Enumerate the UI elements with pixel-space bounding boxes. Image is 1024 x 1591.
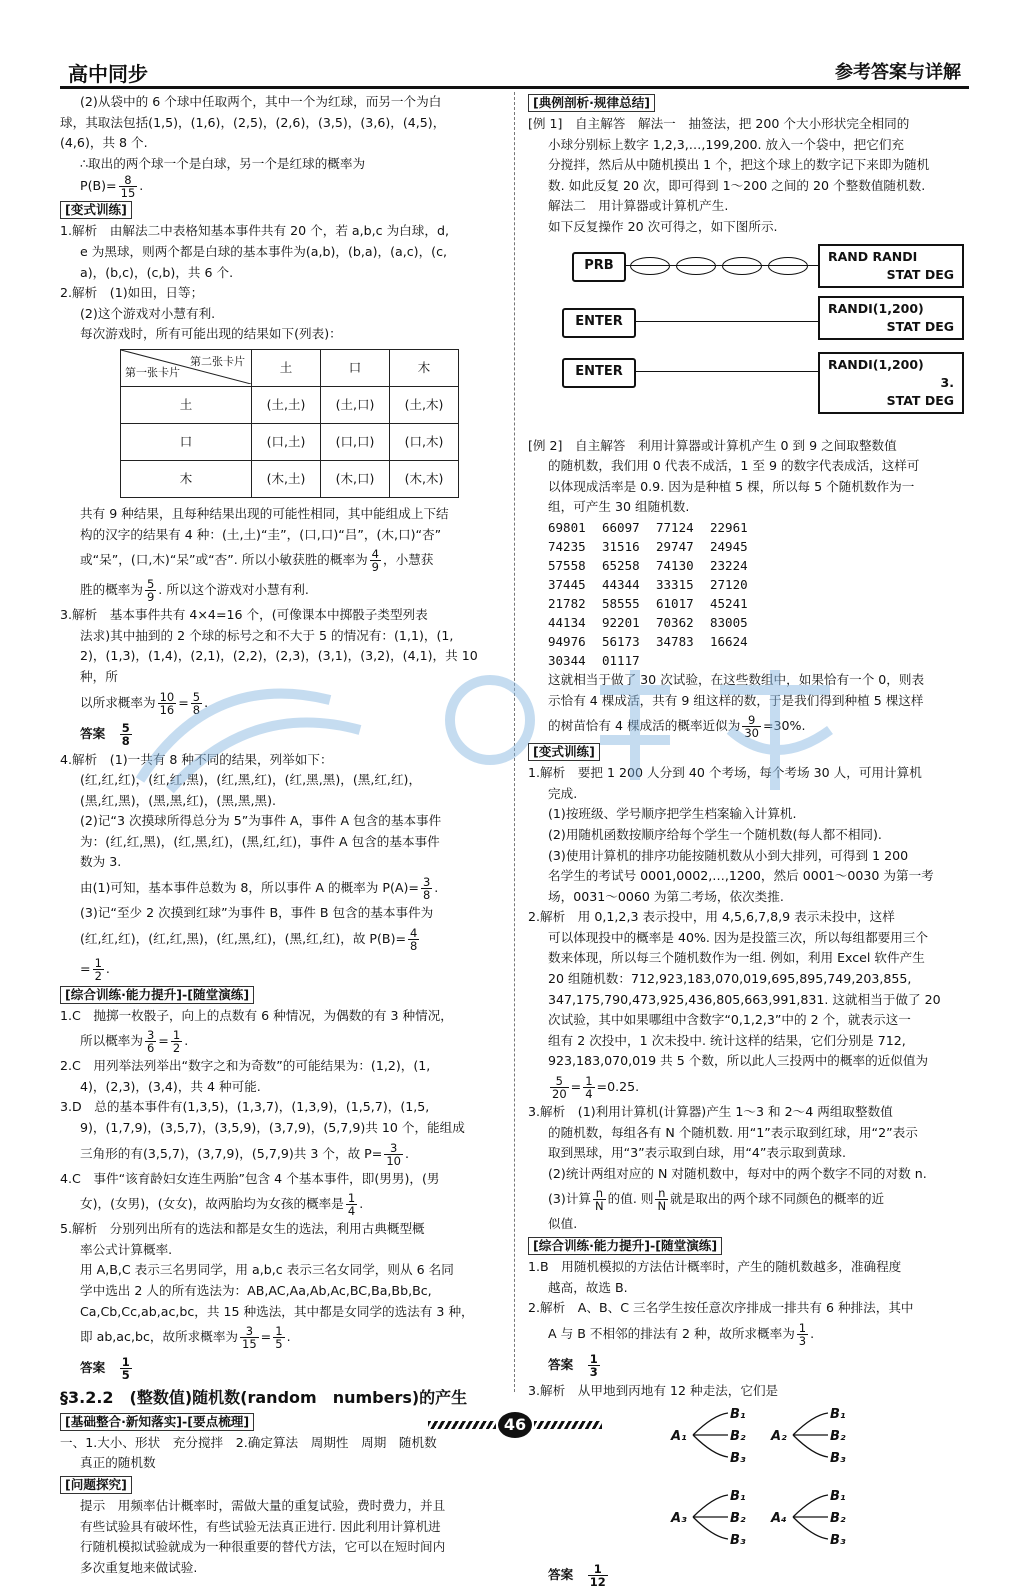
text-line: 取到黑球，用“3”表示取到白球，用“4”表示取到黄球. <box>548 1145 847 1161</box>
text-line: 的随机数，我们用 0 代表不成活，1 至 9 的数字代表成活，这样可 <box>548 458 920 474</box>
flow-arrow <box>634 321 818 322</box>
formula-line: $\frac{5}{20}$ = $\frac{1}{4}$ =0.25. <box>552 1074 640 1102</box>
section-tag: [问题探究] <box>60 1476 132 1494</box>
text-line: 1.解析 要把 1 200 人分到 40 个考场，每个考场 30 人，可用计算机 <box>528 765 922 781</box>
text-line: (2)从袋中的 6 个球中任取两个，其中一个为红球，而另一个为白 <box>80 94 442 109</box>
text-line: (红,红,红)，(红,红,黑)，(红,黑,红)，(红,黑,黑)，(黑,红,红)， <box>80 772 422 788</box>
text-line: 行随机模拟试验就成为一种很重要的替代方法，它可以在短时间内 <box>80 1539 446 1555</box>
text-line: (2)这个游戏对小慧有利. <box>80 305 216 321</box>
text-line: 1.C 抛掷一枚骰子，向上的点数有 6 种情况，为偶数的有 3 种情况， <box>60 1007 453 1023</box>
text-line: 4.C 事件“该育龄妇女连生两胎”包含 4 个基本事件，即(男男)，(男 <box>60 1170 440 1186</box>
text-line: 数. 如此反复 20 次，即可得到 1～200 之间的 20 个整数值随机数. <box>548 177 926 193</box>
right-column <box>528 92 968 1591</box>
text-line: 用 A,B,C 表示三名男同学，用 a,b,c 表示三名女同学，则从 6 名同 <box>80 1262 454 1278</box>
section-tag: [变式训练] <box>60 201 132 219</box>
text-line: 数为 3. <box>80 854 122 870</box>
node-b3: B₃ <box>830 1451 846 1467</box>
table-row-header: 土 <box>121 386 252 423</box>
text-line: 1.B 用随机模拟的方法估计概率时，产生的随机数越多，准确程度 <box>528 1259 902 1274</box>
text-line: 9)，(1,7,9)，(3,5,7)，(3,5,9)，(3,7,9)，(5,7,9)共 10 个，能组成 <box>80 1120 465 1136</box>
text-line: 3.解析 从甲地到丙地有 12 种走法，它们是 <box>528 1382 779 1398</box>
text-line: 3.D 总的基本事件有(1,3,5)，(1,3,7)，(1,3,9)，(1,5,7)，(1,5, <box>60 1099 430 1115</box>
formula-line: (3)计算 $\frac{n}{N}$ 的值. 则 $\frac{n}{N}$ 就是取出的两个球不同颜色的概率的近 <box>548 1186 885 1214</box>
text-line: 4.解析 (1)一共有 8 种不同的结果，列举如下： <box>60 751 333 767</box>
text-line: 可以体现投中的概率是 40%. 因为是投篮三次，所以每组都要用三个 <box>548 929 929 945</box>
text-line: 组，可产生 30 组随机数. <box>548 499 690 515</box>
text-line: 组有 2 次投中，1 次未投中. 统计这样的结果，它们分别是 712, <box>548 1032 906 1048</box>
node-b2: B₂ <box>730 1511 746 1527</box>
key-oval <box>722 257 762 275</box>
formula-line: A 与 B 不相邻的排法有 2 种，故所求概率为 $\frac{1}{3}$ . <box>548 1320 815 1348</box>
number-row: 74235 31516 29747 24945 <box>548 538 748 554</box>
flow-arrow <box>634 371 818 372</box>
text-line: 20 组随机数：712,923,183,070,019,695,895,749,203,855, <box>548 971 912 987</box>
text-line: 923,183,070,019 共 5 个数，所以此人三投两中的概率的近似值为 <box>548 1053 929 1069</box>
number-row: 57558 65258 74130 23224 <box>548 557 748 573</box>
text-line: (黑,红,黑)，(黑,黑,红)，(黑,黑,黑). <box>80 792 277 808</box>
book-title: 高中同步 <box>68 62 148 86</box>
text-line: 如下反复操作 20 次可得之，如下图所示. <box>548 218 778 234</box>
section-tag: [基础整合·新知落实]-[要点梳理] <box>60 1413 254 1431</box>
answer-line: 答案 $\frac{5}{8}$ <box>80 720 130 748</box>
calculator-screen: RAND RANDI STAT DEG <box>818 244 964 288</box>
text-line: 法求)其中抽到的 2 个球的标号之和不大于 5 的情况有：(1,1)，(1, <box>80 627 454 643</box>
text-line: 共有 9 种结果，且每种结果出现的可能性相同，其中能组成上下结 <box>80 505 449 521</box>
formula-line: 三角形的有(3,5,7)，(3,7,9)，(5,7,9)共 3 个，故 P= $\frac{3}{10}$ . <box>80 1140 409 1168</box>
text-line: 名学生的考试号 0001,0002,…,1200，然后 0001～0030 为第一考 <box>548 868 934 884</box>
table-cell: (木,土) <box>252 460 321 497</box>
table-cell: (口,口) <box>321 423 390 460</box>
page-footer <box>420 1412 610 1440</box>
text-line: 多次重复地来做试验. <box>80 1559 198 1575</box>
number-row: 94976 56173 34783 16624 <box>548 633 748 649</box>
table-cell: (土,土) <box>252 386 321 423</box>
text-line: 的随机数，每组各有 N 个随机数. 用“1”表示取到红球，用“2”表示 <box>548 1124 918 1140</box>
formula-line: 的树苗恰有 4 棵成活的概率近似为 $\frac{9}{30}$ =30%. <box>548 713 806 741</box>
formula-line: 胜的概率为 $\frac{5}{9}$ . 所以这个游戏对小慧有利. <box>80 577 309 605</box>
table-cell: (土,木) <box>390 386 459 423</box>
answer-line: 答案 $\frac{1}{12}$ <box>548 1562 606 1590</box>
text-line: 构的汉字的结果有 4 种：(土,土)“圭”，(口,口)“吕”，(木,口)“杏” <box>80 526 442 542</box>
node-a3: A₃ <box>671 1511 687 1527</box>
table-row-header: 口 <box>121 423 252 460</box>
node-b1: B₁ <box>830 1489 846 1505</box>
text-line: Ca,Cb,Cc,ab,ac,bc，共 15 种选法，其中都是女同学的选法有 3 种， <box>80 1303 474 1319</box>
node-a2: A₂ <box>771 1429 787 1445</box>
text-line: 似值. <box>548 1216 578 1232</box>
formula-line: 或“呆”，(口,木)“呆”或“杏”. 所以小敏获胜的概率为 $\frac{4}{9}$ ，小慧获 <box>80 547 434 575</box>
text-line: 2.解析 用 0,1,2,3 表示投中，用 4,5,6,7,8,9 表示未投中，这样 <box>528 909 895 925</box>
left-column <box>60 92 502 1578</box>
node-b2: B₂ <box>730 1429 746 1445</box>
node-a1: A₁ <box>671 1429 687 1445</box>
text-line: 球，其取法包括(1,5)，(1,6)，(2,5)，(2,6)，(3,5)，(3,6)，(4,5)， <box>60 114 446 130</box>
formula-line: 所以概率为 $\frac{3}{6}$ = $\frac{1}{2}$ . <box>80 1028 189 1056</box>
text-line: 3.解析 基本事件共有 4×4=16 个，(可像课本中掷骰子类型列表 <box>60 607 428 623</box>
text-line: 以体现成活率是 0.9. 因为是种植 5 棵，所以每 5 个随机数作为一 <box>548 478 915 494</box>
table-cell: (口,木) <box>390 423 459 460</box>
page-number: 46 <box>498 1412 532 1438</box>
result-table <box>120 349 459 498</box>
formula-line: (红,红,红)，(红,红,黑)，(红,黑,红)，(黑,红,红)，故 P(B)= $\frac{4}{8}$ <box>80 925 418 953</box>
text-line: 越高，故选 B. <box>548 1279 628 1295</box>
text-line: 347,175,790,473,925,436,805,663,991,831. 这就相当于做了 20 <box>548 991 941 1007</box>
table-diagonal-header: 第二张卡片 第一张卡片 <box>121 349 252 386</box>
node-b2: B₂ <box>830 1511 846 1527</box>
text-line: (2)用随机函数按顺序给每个学生一个随机数(每人都不相同). <box>548 826 882 842</box>
formula-line: P(B)= $\frac{8}{15}$ . <box>80 173 144 201</box>
text-line: (3)记“至少 2 次摸到红球”为事件 B，事件 B 包含的基本事件为 <box>80 905 434 921</box>
text-line: 学中选出 2 人的所有选法为：AB,AC,Aa,Ab,Ac,BC,Ba,Bb,Bc, <box>80 1283 432 1298</box>
enter-key: ENTER <box>562 358 636 388</box>
column-divider <box>514 92 515 1392</box>
text-line: 每次游戏时，所有可能出现的结果如下(列表)： <box>80 326 342 342</box>
text-line: 提示 用频率估计概率时，需做大量的重复试验，费时费力，并且 <box>80 1497 446 1513</box>
formula-line: 由(1)可知，基本事件总数为 8，所以事件 A 的概率为 P(A)= $\frac{3}{8}$ . <box>80 875 439 903</box>
footer-ornament-right <box>534 1421 602 1429</box>
section-tag: [综合训练·能力提升]-[随堂演练] <box>60 986 254 1004</box>
calculator-screen: RANDI(1,200) 3. STAT DEG <box>818 352 964 414</box>
table-row-header: 木 <box>121 460 252 497</box>
text-line: 小球分别标上数字 1,2,3,…,199,200. 放入一个袋中，把它们充 <box>548 136 905 152</box>
text-line: (2)统计两组对应的 N 对随机数中，每对中的两个数字不同的对数 n. <box>548 1165 927 1181</box>
random-number-table <box>528 518 968 670</box>
text-line: 3.解析 (1)利用计算机(计算器)产生 1～3 和 2～4 两组取整数值 <box>528 1104 893 1120</box>
enter-key: ENTER <box>562 308 636 338</box>
lesson-heading: §3.2.2 (整数值)随机数(random numbers)的产生 <box>60 1388 468 1408</box>
text-line: 真正的随机数 <box>80 1455 156 1471</box>
text-line: (4,6)，共 8 个. <box>60 135 148 151</box>
answer-line: 答案 $\frac{1}{5}$ <box>80 1355 130 1383</box>
section-title: 参考答案与详解 <box>835 62 961 83</box>
text-line: 场，0031～0060 为第二考场，依次类推. <box>548 888 784 904</box>
table-cell: (木,口) <box>321 460 390 497</box>
formula-line: 即 ab,ac,bc，故所求概率为 $\frac{3}{15}$ = $\frac{1}{5}$ . <box>80 1324 291 1352</box>
text-line: 4)，(2,3)，(3,4)，共 4 种可能. <box>80 1078 261 1094</box>
calculator-screen: RANDI(1,200) STAT DEG <box>818 296 964 340</box>
table-cell: (口,土) <box>252 423 321 460</box>
node-b2: B₂ <box>830 1429 846 1445</box>
text-line: 率公式计算概率. <box>80 1241 173 1257</box>
number-row: 30344 01117 <box>548 652 640 668</box>
answer-line: 答案 $\frac{1}{3}$ <box>548 1351 598 1379</box>
text-line: 数来体现，所以每三个随机数作为一组. 例如，利用 Excel 软件产生 <box>548 950 925 966</box>
table-cell: (土,口) <box>321 386 390 423</box>
text-line: (1)按班级、学号顺序把学生档案输入计算机. <box>548 806 797 822</box>
number-row: 69801 66097 77124 22961 <box>548 519 748 535</box>
node-a4: A₄ <box>771 1511 787 1527</box>
node-b1: B₁ <box>730 1489 746 1505</box>
table-col-header: 木 <box>390 349 459 386</box>
text-line: 解法二 用计算器或计算机产生. <box>548 198 729 214</box>
number-row: 37445 44344 33315 27120 <box>548 576 748 592</box>
text-line: 1.解析 由解法二中表格知基本事件共有 20 个，若 a,b,c 为白球，d, <box>60 223 449 239</box>
text-line: ∴取出的两个球一个是白球，另一个是红球的概率为 <box>80 155 366 171</box>
text-line: [例 2] 自主解答 利用计算器或计算机产生 0 到 9 之间取整数值 <box>528 437 897 453</box>
formula-line: 女)，(女男)，(女女)，故两胎均为女孩的概率是 $\frac{1}{4}$ . <box>80 1191 364 1219</box>
number-row: 21782 58555 61017 45241 <box>548 595 748 611</box>
node-b1: B₁ <box>730 1407 746 1423</box>
text-line: 分搅拌，然后从中随机摸出 1 个，把这个球上的数字记下来即为随机 <box>548 157 930 173</box>
key-oval <box>676 257 716 275</box>
text-line: [例 1] 自主解答 解法一 抽签法，把 200 个大小形状完全相同的 <box>528 116 910 131</box>
node-b3: B₃ <box>730 1533 746 1549</box>
text-line: 次试验，其中如果哪组中含数字“0,1,2,3”中的 2 个，就表示这一 <box>548 1012 911 1028</box>
formula-line: 以所求概率为 $\frac{10}{16}$ = $\frac{5}{8}$ . <box>80 689 209 717</box>
text-line: (2)记“3 次摸球所得总分为 5”为事件 A，事件 A 包含的基本事件 <box>80 813 442 829</box>
footer-ornament-left <box>428 1421 496 1429</box>
key-oval <box>630 257 670 275</box>
key-oval <box>768 257 808 275</box>
calculator-diagram <box>528 242 968 432</box>
text-line: 2)，(1,3)，(1,4)，(2,1)，(2,2)，(2,3)，(3,1)，(3,2)，(4,1)，共 10 种，所 <box>80 648 482 684</box>
table-col-header: 土 <box>252 349 321 386</box>
table-cell: (木,木) <box>390 460 459 497</box>
text-line: 完成. <box>548 785 578 801</box>
node-b3: B₃ <box>730 1451 746 1467</box>
node-b3: B₃ <box>830 1533 846 1549</box>
text-line: (3)使用计算机的排序功能按随机数从小到大排列，可得到 1 200 <box>548 847 909 863</box>
section-tag: [典例剖析·规律总结] <box>528 94 655 112</box>
text-line: 一、1.大小、形状 充分搅拌 2.确定算法 周期性 周期 随机数 <box>60 1434 437 1450</box>
text-line: 为：(红,红,黑)，(红,黑,红)，(黑,红,红)，事件 A 包含的基本事件 <box>80 833 440 849</box>
text-line: 示恰有 4 棵成活，共有 9 组这样的数，于是我们得到种植 5 棵这样 <box>548 692 924 708</box>
text-line: a)，(b,c)，(c,b)，共 6 个. <box>80 264 234 280</box>
number-row: 44134 92201 70362 83005 <box>548 614 748 630</box>
text-line: 2.解析 A、B、C 三名学生按任意次序排成一排共有 6 种排法，其中 <box>528 1300 914 1316</box>
table-col-header: 口 <box>321 349 390 386</box>
text-line: 这就相当于做了 30 次试验，在这些数组中，如果恰有一个 0，则表 <box>548 671 925 687</box>
text-line: 有些试验具有破坏性，有些试验无法真正进行. 因此利用计算机进 <box>80 1518 441 1534</box>
text-line: 2.C 用列举法列举出“数字之和为奇数”的可能结果为：(1,2)，(1, <box>60 1058 431 1074</box>
text-line: 2.解析 (1)如田，日等； <box>60 285 204 301</box>
section-tag: [变式训练] <box>528 743 600 761</box>
section-tag: [综合训练·能力提升]-[随堂演练] <box>528 1237 722 1255</box>
text-line: e 为黑球，则两个都是白球的基本事件为(a,b)，(b,a)，(a,c)，(c, <box>80 243 448 259</box>
formula-line: = $\frac{1}{2}$ . <box>80 955 110 983</box>
page-header <box>60 52 969 89</box>
text-line: 5.解析 分别列出所有的选法和都是女生的选法，利用古典概型概 <box>60 1221 425 1237</box>
prb-key: PRB <box>572 252 626 282</box>
node-b1: B₁ <box>830 1407 846 1423</box>
